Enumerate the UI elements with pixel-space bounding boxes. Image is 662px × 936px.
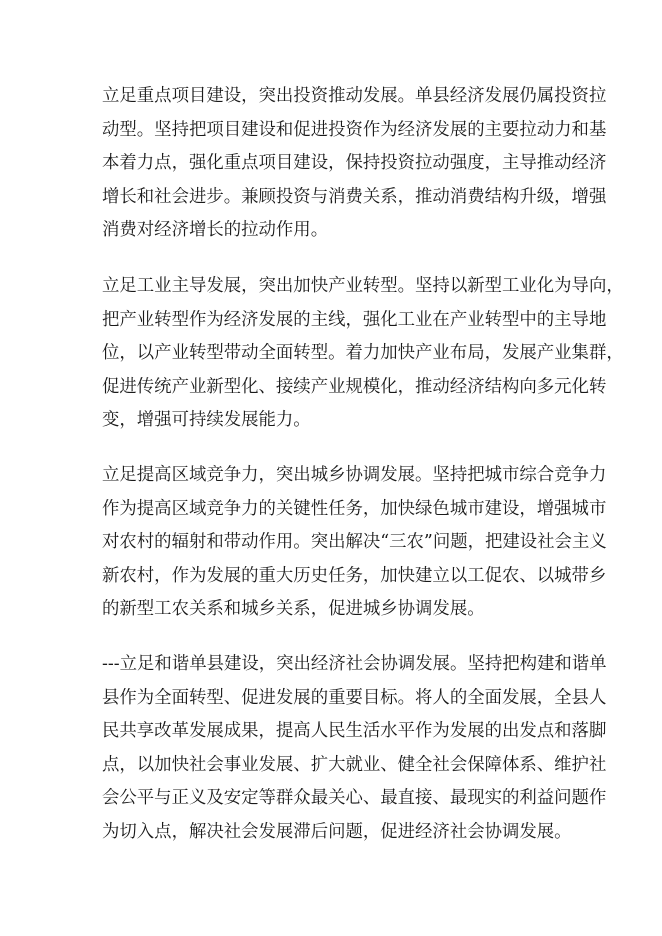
text-line: 消费对经济增长的拉动作用。 [102, 220, 329, 241]
text-line: 增长和社会进步。兼顾投资与消费关系，推动消费结构升级，增强 [102, 186, 607, 207]
text-line: 为切入点，解决社会发展滞后问题，促进经济社会协调发展。 [102, 821, 572, 842]
text-line: 作为提高区域竞争力的关键性任务，加快绿色城市建设，增强城市 [102, 498, 607, 519]
text-line: 把产业转型作为经济发展的主线，强化工业在产业转型中的主导地 [102, 309, 607, 330]
text-line: 的新型工农关系和城乡关系，促进城乡协调发展。 [102, 599, 485, 620]
text-line: 动型。坚持把项目建设和促进投资作为经济发展的主要拉动力和基 [102, 119, 607, 140]
text-line: 点，以加快社会事业发展、扩大就业、健全社会保障体系、维护社 [102, 754, 607, 775]
text-line: 立足重点项目建设，突出投资推动发展。单县经济发展仍属投资拉 [102, 86, 607, 106]
text-line: 促进传统产业新型化、接续产业规模化，推动经济结构向多元化转 [102, 376, 607, 397]
text-line: 本着力点，强化重点项目建设，保持投资拉动强度，主导推动经济 [102, 153, 607, 174]
paragraph-harmony [102, 648, 607, 850]
text-line: 民共享改革发展成果，提高人民生活水平作为发展的出发点和落脚 [102, 721, 607, 742]
text-line: 新农村，作为发展的重大历史任务，加快建立以工促农、以城带乡 [102, 565, 607, 586]
text-line: 会公平与正义及安定等群众最关心、最直接、最现实的利益问题作 [102, 788, 607, 809]
text-line: ---立足和谐单县建设，突出经济社会协调发展。坚持把构建和谐单 [102, 654, 607, 674]
text-line: 对农村的辐射和带动作用。突出解决“三农”问题，把建设社会主义 [102, 532, 607, 553]
paragraph-industry [102, 270, 624, 438]
paragraph-urban-rural [102, 459, 607, 627]
text-line: 立足提高区域竞争力，突出城乡协调发展。坚持把城市综合竞争力 [102, 465, 607, 485]
text-line: 变，增强可持续发展能力。 [102, 410, 311, 431]
text-line: 县作为全面转型、促进发展的重要目标。将人的全面发展，全县人 [102, 687, 607, 708]
text-line: 位，以产业转型带动全面转型。着力加快产业布局，发展产业集群， [102, 343, 624, 364]
text-line: 立足工业主导发展，突出加快产业转型。坚持以新型工业化为导向， [102, 276, 624, 296]
paragraph-investment [102, 80, 607, 248]
